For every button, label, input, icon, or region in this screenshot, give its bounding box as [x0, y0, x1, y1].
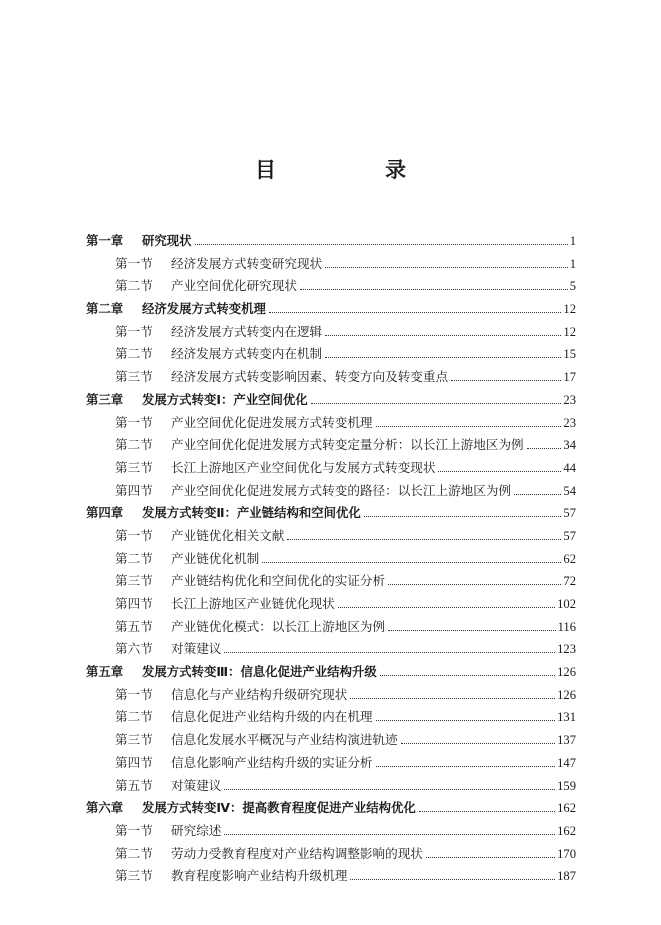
chapter-number: 第六章 — [86, 800, 124, 816]
section-title: 产业空间优化促进发展方式转变定量分析：以长江上游地区为例 — [171, 437, 524, 453]
toc-section-entry[interactable] — [86, 865, 576, 888]
dot-leader — [350, 879, 555, 880]
toc-chapter-entry[interactable] — [86, 298, 576, 321]
dot-leader — [287, 539, 561, 540]
section-number: 第五节 — [115, 777, 153, 793]
section-number: 第三节 — [115, 732, 153, 748]
page-number: 23 — [563, 415, 576, 430]
toc-section-entry[interactable] — [86, 638, 576, 661]
toc-section-entry[interactable] — [86, 775, 576, 798]
section-title: 劳动力受教育程度对产业结构调整影响的现状 — [171, 845, 423, 861]
page-number: 102 — [557, 597, 576, 611]
section-title: 产业链优化相关文献 — [171, 527, 285, 543]
page-number: 34 — [563, 438, 576, 453]
dot-leader — [451, 380, 561, 381]
toc-section-entry[interactable] — [86, 616, 576, 639]
section-number: 第二节 — [115, 845, 153, 861]
section-title: 产业空间优化促进发展方式转变的路径：以长江上游地区为例 — [171, 482, 512, 498]
page-number: 15 — [563, 347, 576, 362]
page-number: 159 — [557, 778, 576, 793]
toc-section-entry[interactable] — [86, 366, 576, 389]
page-number: 187 — [557, 869, 576, 884]
section-number: 第一节 — [115, 323, 153, 339]
section-title: 信息化促进产业结构升级的内在机理 — [171, 709, 373, 725]
page-number: 137 — [557, 733, 576, 748]
section-number: 第二节 — [115, 346, 153, 362]
toc-section-entry[interactable] — [86, 343, 576, 366]
section-number: 第二节 — [115, 550, 153, 566]
section-number: 第四节 — [115, 754, 153, 770]
dot-leader — [224, 789, 555, 790]
page-number: 57 — [563, 528, 576, 543]
page-number: 12 — [563, 302, 576, 317]
chapter-title: 发展方式转变Ⅲ：信息化促进产业结构升级 — [142, 664, 377, 680]
chapter-title: 发展方式转变Ⅱ：产业链结构和空间优化 — [142, 505, 361, 521]
dot-leader — [388, 584, 561, 585]
chapter-title: 研究现状 — [142, 233, 192, 248]
page-number: 57 — [563, 506, 576, 521]
section-number: 第五节 — [115, 618, 153, 634]
dot-leader — [376, 720, 556, 721]
dot-leader — [338, 607, 555, 608]
page-number: 123 — [557, 642, 576, 657]
section-title: 对策建议 — [171, 777, 222, 793]
dot-leader — [401, 743, 555, 744]
section-title: 信息化与产业结构升级研究现状 — [171, 686, 348, 702]
toc-section-entry[interactable] — [86, 570, 576, 593]
section-title: 研究综述 — [171, 822, 222, 838]
section-title: 经济发展方式转变内在逻辑 — [171, 323, 323, 339]
toc-section-entry[interactable] — [86, 843, 576, 866]
section-title: 教育程度影响产业结构升级机理 — [171, 868, 348, 884]
page-number: 1 — [569, 234, 576, 248]
section-title: 信息化影响产业结构升级的实证分析 — [171, 754, 373, 770]
chapter-title: 经济发展方式转变机理 — [142, 301, 266, 317]
toc-section-entry[interactable] — [86, 525, 576, 548]
page-number: 12 — [563, 324, 576, 339]
dot-leader — [419, 811, 555, 812]
toc-section-entry[interactable] — [86, 752, 576, 775]
page-number: 131 — [557, 710, 576, 725]
dot-leader — [262, 562, 561, 563]
page-number: 147 — [557, 755, 576, 770]
dot-leader — [300, 289, 568, 290]
toc-section-entry[interactable] — [86, 548, 576, 571]
toc-chapter-entry[interactable] — [86, 661, 576, 684]
section-title: 产业链优化模式：以长江上游地区为例 — [171, 618, 386, 634]
section-title: 经济发展方式转变内在机制 — [171, 346, 323, 362]
section-number: 第一节 — [115, 255, 153, 271]
dot-leader — [325, 335, 561, 336]
section-title: 长江上游地区产业链优化现状 — [171, 596, 335, 611]
section-title: 产业链结构优化和空间优化的实证分析 — [171, 573, 386, 589]
page-number: 170 — [557, 846, 576, 861]
toc-section-entry[interactable] — [86, 480, 576, 503]
page-number: 54 — [563, 483, 576, 498]
toc-section-entry[interactable] — [86, 684, 576, 707]
section-number: 第一节 — [115, 686, 153, 702]
section-number: 第二节 — [115, 278, 153, 294]
section-number: 第二节 — [115, 709, 153, 725]
page-number: 23 — [563, 392, 576, 407]
section-title: 产业链优化机制 — [171, 550, 260, 566]
page-number: 62 — [563, 551, 576, 566]
dot-leader — [325, 267, 568, 268]
section-number: 第三节 — [115, 459, 153, 475]
dot-leader — [514, 494, 561, 495]
toc-section-entry[interactable] — [86, 729, 576, 752]
toc-section-entry[interactable] — [86, 820, 576, 843]
toc-chapter-entry[interactable] — [86, 230, 576, 253]
section-number: 第六节 — [115, 641, 153, 657]
dot-leader — [388, 630, 555, 631]
toc-section-entry[interactable] — [86, 434, 576, 457]
section-title: 产业空间优化研究现状 — [171, 278, 297, 294]
dot-leader — [438, 471, 561, 472]
dot-leader — [380, 675, 555, 676]
chapter-number: 第三章 — [86, 391, 124, 407]
section-title: 信息化发展水平概况与产业结构演进轨迹 — [171, 732, 398, 748]
toc-chapter-entry[interactable] — [86, 797, 576, 820]
dot-leader — [350, 698, 555, 699]
section-number: 第一节 — [115, 414, 153, 430]
toc-section-entry[interactable] — [86, 321, 576, 344]
section-title: 对策建议 — [171, 641, 222, 657]
section-number: 第四节 — [115, 596, 153, 611]
chapter-title: 发展方式转变Ⅳ：提高教育程度促进产业结构优化 — [142, 800, 416, 816]
dot-leader — [426, 857, 555, 858]
toc-section-entry[interactable] — [86, 706, 576, 729]
dot-leader — [224, 834, 555, 835]
section-title: 长江上游地区产业空间优化与发展方式转变现状 — [171, 459, 436, 475]
page-number: 44 — [563, 460, 576, 475]
dot-leader — [376, 766, 556, 767]
chapter-number: 第二章 — [86, 301, 124, 317]
toc-section-entry[interactable] — [86, 457, 576, 480]
section-number: 第二节 — [115, 437, 153, 453]
page-number: 162 — [557, 801, 576, 816]
section-number: 第三节 — [115, 868, 153, 884]
page-number: 116 — [557, 619, 576, 634]
dot-leader — [527, 448, 562, 449]
page-number: 1 — [569, 256, 576, 271]
chapter-number: 第四章 — [86, 505, 124, 521]
section-number: 第三节 — [115, 573, 153, 589]
dot-leader — [224, 652, 555, 653]
chapter-number: 第一章 — [86, 233, 124, 248]
page-title: 目 录 — [255, 157, 450, 182]
toc-chapter-entry[interactable] — [86, 502, 576, 525]
page-number: 126 — [557, 687, 576, 702]
dot-leader — [376, 426, 562, 427]
section-number: 第四节 — [115, 482, 153, 498]
page-number: 72 — [563, 574, 576, 589]
toc-section-entry[interactable] — [86, 593, 576, 616]
dot-leader — [325, 357, 561, 358]
section-title: 经济发展方式转变影响因素、转变方向及转变重点 — [171, 369, 449, 385]
dot-leader — [311, 403, 562, 404]
page-number: 162 — [557, 823, 576, 838]
table-of-contents — [86, 230, 576, 888]
page-number: 5 — [569, 279, 576, 294]
dot-leader — [195, 244, 568, 245]
section-title: 经济发展方式转变研究现状 — [171, 255, 323, 271]
section-number: 第一节 — [115, 822, 153, 838]
toc-section-entry[interactable] — [86, 253, 576, 276]
page-number: 17 — [563, 370, 576, 385]
dot-leader — [364, 516, 562, 517]
dot-leader — [269, 312, 562, 313]
chapter-title: 发展方式转变Ⅰ：产业空间优化 — [142, 391, 308, 407]
toc-section-entry[interactable] — [86, 275, 576, 298]
page-number: 126 — [557, 665, 576, 680]
section-number: 第一节 — [115, 527, 153, 543]
section-title: 产业空间优化促进发展方式转变机理 — [171, 414, 373, 430]
toc-chapter-entry[interactable] — [86, 389, 576, 412]
toc-section-entry[interactable] — [86, 412, 576, 435]
section-number: 第三节 — [115, 369, 153, 385]
chapter-number: 第五章 — [86, 664, 124, 680]
